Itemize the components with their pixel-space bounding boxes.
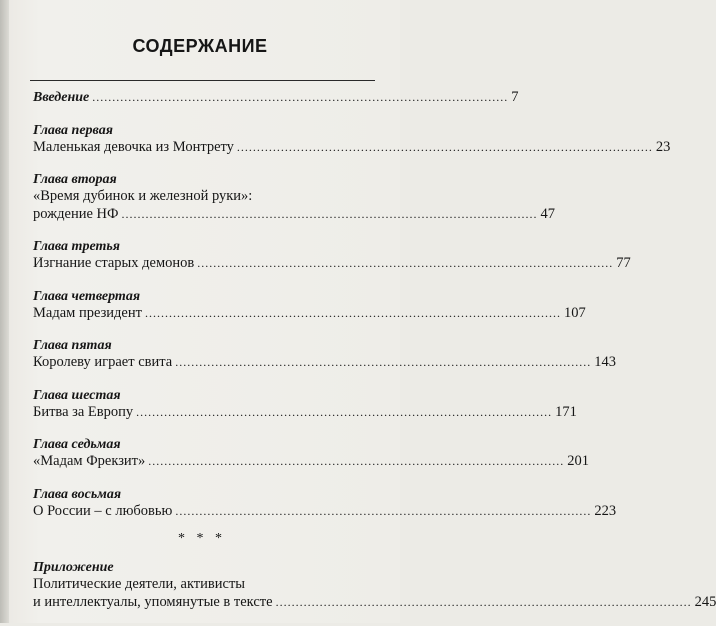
toc-line — [33, 593, 716, 612]
toc-line — [33, 138, 671, 157]
toc-entry-appendix — [33, 559, 716, 611]
leader-dots: ........................................................................................................ — [175, 355, 592, 369]
table-of-contents — [33, 89, 716, 626]
toc-entry-chapter — [33, 337, 616, 372]
toc-line — [33, 453, 590, 471]
leader-dots: ........................................................................................................ — [148, 454, 565, 468]
page-number: 7 — [511, 89, 519, 105]
toc-line — [33, 354, 616, 372]
leader-dots: ........................................................................................................ — [275, 594, 692, 609]
leader-dots: ........................................................................................................ — [136, 404, 553, 419]
page-gutter-shadow — [0, 0, 9, 623]
leader-dots: ........................................................................................................ — [175, 503, 592, 518]
page-number: 107 — [563, 304, 586, 321]
chapter-label: Глава седьмая — [33, 437, 121, 452]
page-number: 77 — [616, 255, 631, 271]
chapter-label: Глава вторая — [33, 172, 117, 187]
page-number: 223 — [594, 502, 617, 519]
chapter-title-line: «Время дубинок и железной руки»: — [33, 188, 253, 204]
toc-entry-chapter — [33, 436, 590, 471]
chapter-title: О России – с любовью — [33, 502, 173, 519]
leader-dots: ........................................................................................................ — [236, 139, 653, 154]
toc-entry-intro — [33, 89, 519, 107]
chapter-label: Глава шестая — [33, 387, 121, 403]
toc-entry-chapter — [33, 288, 586, 323]
leader-dots: ........................................................................................................ — [121, 206, 538, 221]
chapter-title: Мадам президент — [33, 304, 142, 321]
toc-line — [33, 255, 631, 273]
chapter-label: Глава восьмая — [33, 486, 122, 502]
toc-line — [33, 403, 577, 422]
page-number: 245 — [694, 593, 716, 610]
leader-dots: ........................................................................................................ — [144, 305, 561, 320]
page-number: 171 — [555, 403, 577, 420]
chapter-title: Королеву играет свита — [33, 354, 173, 370]
page-number: 47 — [540, 205, 555, 222]
page-title: СОДЕРЖАНИЕ — [132, 36, 268, 56]
section-separator: * * * — [178, 531, 226, 546]
page-number: 201 — [567, 453, 590, 469]
chapter-label: Глава первая — [33, 122, 113, 138]
appendix-line-1: Политические деятели, активисты — [33, 576, 246, 592]
chapter-title: Изгнание старых демонов — [33, 255, 195, 271]
page-number: 143 — [594, 354, 616, 370]
toc-line — [33, 502, 617, 521]
chapter-title: «Мадам Фрекзит» — [33, 453, 146, 469]
chapter-label: Глава третья — [33, 239, 120, 254]
chapter-list — [33, 122, 671, 521]
toc-entry-chapter — [33, 238, 631, 273]
appendix-title-end: и интеллектуалы, упомянутые в тексте — [33, 593, 273, 610]
chapter-title: Маленькая девочка из Монтрету — [33, 138, 234, 155]
toc-entry-chapter — [33, 122, 671, 157]
chapter-label: Глава четвертая — [33, 288, 141, 304]
chapter-title: Битва за Европу — [33, 403, 134, 420]
toc-entry-chapter — [33, 171, 555, 223]
toc-entry-chapter — [33, 387, 577, 422]
title-rule — [30, 80, 375, 81]
toc-line — [33, 89, 519, 107]
toc-line — [33, 304, 586, 323]
chapter-label: Глава пятая — [33, 338, 112, 353]
leader-dots: ........................................................................................................ — [92, 90, 509, 104]
toc-entry-chapter — [33, 486, 617, 521]
toc-line — [33, 205, 555, 224]
leader-dots: ........................................................................................................ — [197, 256, 614, 270]
appendix-label: Приложение — [33, 560, 114, 575]
intro-label: Введение — [33, 90, 90, 105]
page-number: 23 — [655, 138, 671, 155]
chapter-title: рождение НФ — [33, 205, 119, 222]
